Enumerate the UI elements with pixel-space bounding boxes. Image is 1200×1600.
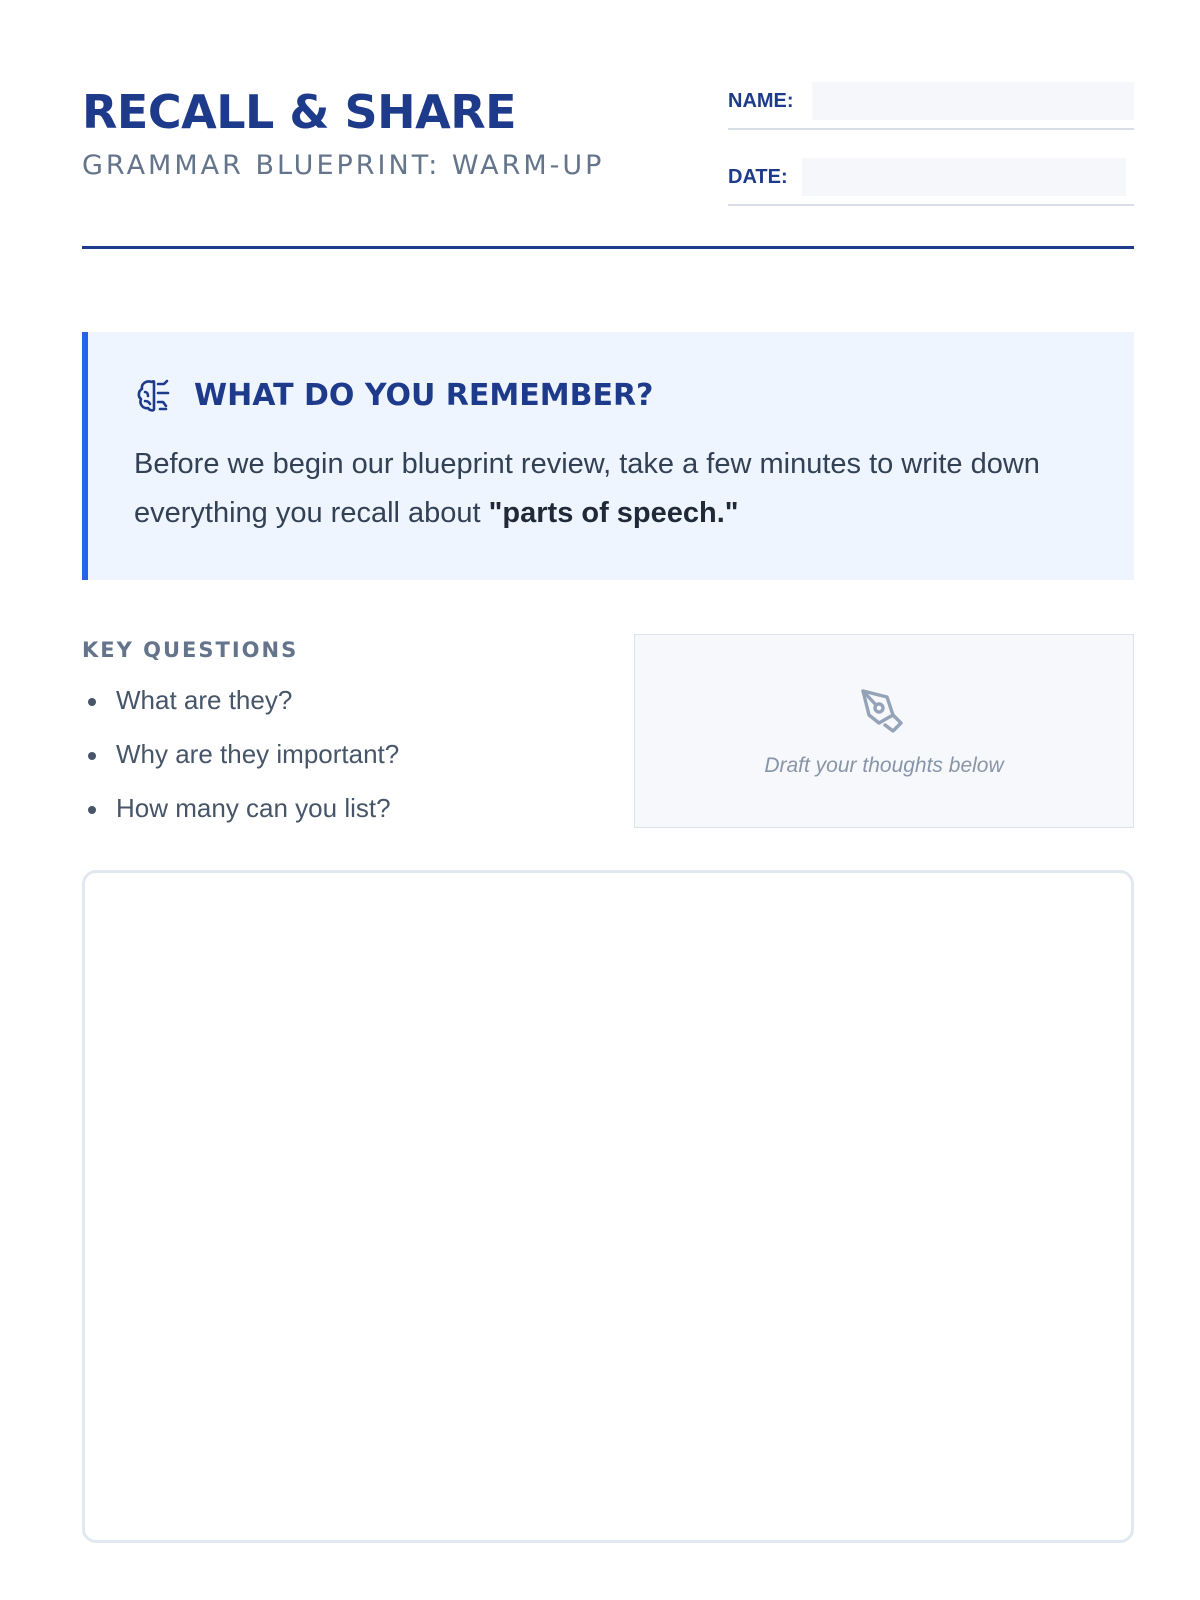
callout-text-emphasis: "parts of speech."	[488, 497, 739, 529]
list-item: What are they?	[82, 684, 602, 716]
draft-prompt-box	[634, 634, 1134, 828]
key-questions	[82, 634, 602, 846]
list-item: How many can you list?	[82, 792, 602, 824]
draft-label: Draft your thoughts below	[764, 754, 1004, 777]
callout-text-main: Before we begin our blueprint review, take a few minutes to write down everything you recall about	[134, 448, 1040, 529]
writing-area[interactable]	[82, 870, 1134, 1543]
worksheet-header	[82, 0, 1134, 250]
date-field[interactable]	[802, 158, 1126, 196]
key-questions-list	[82, 684, 602, 824]
name-field[interactable]	[812, 82, 1134, 120]
list-item: Why are they important?	[82, 738, 602, 770]
brain-icon	[134, 376, 174, 416]
header-divider	[82, 246, 1134, 249]
key-questions-heading: KEY QUESTIONS	[82, 638, 299, 662]
name-label: NAME:	[728, 90, 794, 112]
student-info	[728, 80, 1134, 232]
date-row	[728, 156, 1134, 206]
name-row	[728, 80, 1134, 130]
page-title: RECALL & SHARE	[82, 85, 517, 139]
recall-callout	[82, 332, 1134, 580]
worksheet-page	[82, 0, 1134, 1600]
callout-title: WHAT DO YOU REMEMBER?	[194, 378, 654, 413]
pen-nib-icon	[857, 685, 909, 737]
callout-instructions	[134, 440, 1094, 538]
page-subtitle: GRAMMAR BLUEPRINT: WARM-UP	[82, 150, 605, 181]
date-label: DATE:	[728, 166, 788, 188]
